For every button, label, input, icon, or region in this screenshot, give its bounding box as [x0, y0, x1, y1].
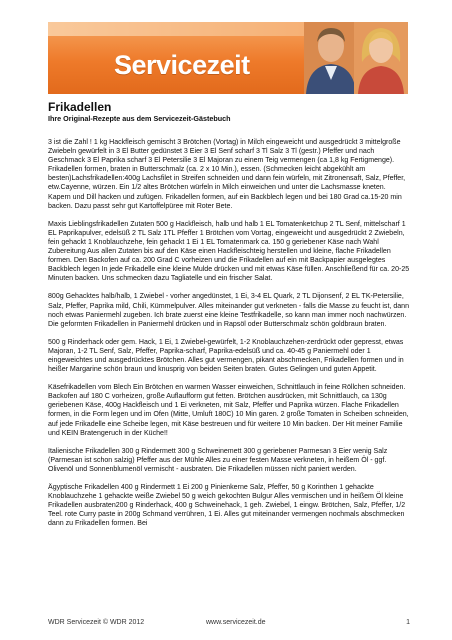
presenter-man-image: [304, 22, 358, 94]
recipe-text: [48, 138, 410, 528]
recipe-paragraph: 500 g Rinderhack oder gem. Hack, 1 Ei, 1 Zwiebel-gewürfelt, 1-2 Knoblauchzehen-zerdrückt oder gepresst, etwas Majoran, 1-2 TL Senf, Salz, Pfeffer, Paprika-scharf, Paprika-edelsüß und ca. 40-45 g Paniermehl oder 1 eingeweichtes und ausgedrücktes Brötchen. Alles gut vermengen, pikant abschmecken, Frikadellen formen und in heißer Margarine schön braun und knusprig von beiden Seiten braten. Gutes Gelingen und guten Appetit.: [48, 338, 404, 374]
recipe-paragraph: Italienische Frikadellen 300 g Rindermett 300 g Schweinemett 300 g geriebener Parmesan 3 Eier wenig Salz (Parmesan ist schon salzig) Pfeffer aus der Mühle Alles zu einer festen Masse verkneten, in heißem Öl - ggf. Olivenöl und Sonnenblumenöl vermischt - ausbraten. Die Frikadellen müssen nicht paniert werden.: [48, 447, 388, 473]
footer-page-number: 1: [406, 619, 410, 626]
footer-website: www.servicezeit.de: [206, 619, 266, 626]
recipe-paragraph: Maxis Lieblingsfrikadellen Zutaten 500 g Hackfleisch, halb und halb 1 EL Tomatenketchup 2 TL Senf, mittelscharf 1 EL Paprikapulver, edelsüß 2 TL Salz 1TL Pfeffer 1 Brötchen vom Vortag, eingeweicht und ausgedrückt 2 Zwiebeln, fein gehackt 1 Knoblauchzehe, fein gehackt 1 Ei 1 EL Tomatenmark ca. 150 g geriebener Käse nach Wahl Zubereitung Aus allen Zutaten bis auf den Käse einen Hackfleischteig herstellen und kleine, flache Frikadellen formen. Den Backofen auf ca. 200 Grad C vorheizen und die Frikadellen auf ein mit Backpapier ausgelegtes Backblech legen In jede Frikadelle eine kleine Mulde drücken und mit etwas Käse füllen. Anschließend für ca. 20-25 Minuten backen. Uns schmecken dazu Tagliatelle und ein frischer Salat.: [48, 220, 410, 283]
presenter-woman-image: [354, 22, 408, 94]
page-title: Frikadellen: [48, 100, 112, 114]
recipe-paragraph: Käsefrikadellen vom Blech Ein Brötchen en warmen Wasser einweichen, Schnittlauch in feine Röllchen schneiden. Backofen auf 180 C vorheizen, große Auflaufform gut fetten. Brötchen ausdrücken, mit Schnittlauch, ca 130g geriebenen Käse, 400g Hackfleisch und 1 Ei verkneten, mit Salz, Pfeffer und Paprika würzen. Flache Frikadellen formen, in die Form legen und im Ofen (Mitte, Umluft 180C) 10 Min garen. 2 große Tomaten in Scheiben schneiden, auf jede Frikadelle eine Scheibe legen, mit Käse bestreuen und für weitere 10 Min backen. Der Hit meiner Familie und KEIN Bratengeruch in der Küche!!: [48, 384, 409, 437]
recipe-paragraph: Ägyptische Frikadellen 400 g Rindermett 1 Ei 200 g Pinienkerne Salz, Pfeffer, 50 g Korinthen 1 gehackte Knoblauchzehe 1 gehackte weiße Zwiebel 50 g weich gekochten Bulgur Alles vermischen und in heißem Öl kleine Frikadellen ausbraten200 g Rinderhack, 400 g Schweinehack, 1 geh. Zwiebel, 1 eingw. Brötchen, Salz, Pfeffer, 1/2 Teel. rote Curry paste in 200g Schmand verrühren, 1 Ei. Alles gut miteinander vermengen nochmals abschmecken dann zu Frikadellen formen. Bei: [48, 484, 406, 528]
footer-copyright: WDR Servicezeit © WDR 2012: [48, 619, 145, 626]
page-subtitle: Ihre Original-Rezepte aus dem Servicezeit-Gästebuch: [48, 114, 231, 123]
recipe-paragraph: 3 ist die Zahl ! 1 kg Hackfleisch gemischt 3 Brötchen (Vortag) in Milch eingeweicht und ausgedrückt 3 mittelgroße Zwiebeln gewürfelt in 3 El Butter gedünstet 3 Eier 3 El Senf scharf 3 Tl Salz 3 Tl (gestr.) Pfeffer und nach Geschmack 3 El Paprika scharf 3 El Petersilie 3 El Majoran zu einem Teig vermengen (ca 1,8 kg Fertigmenge). Frikadellen formen, braten in Butterschmalz (ca. 2 x 10 Min.), essen. (Schmecken leicht abgekühlt am besten)Lachsfrikadellen:400g Lachsfilet in Streifen schneiden und dann fein würfeln, mit Zitronensaft, Salz, Pfeffer, etw.Cayenne, würzen. Ein 1/2 altes Brötchen würfeln in Milch einweichen und unter die Lachsmasse kneten. Kapern und Dill hacken und zufügen. Frikadellen formen, auf ein Backblech legen und bei 180 Grad ca.15-20 min backen. Dazu passt sehr gut Kartoffelpüree mit Roter Bete.: [48, 139, 406, 210]
recipe-paragraph: 800g Gehacktes halb/halb, 1 Zwiebel - vorher angedünstet, 1 Ei, 3-4 EL Quark, 2 TL Dijonsenf, 2 EL TK-Petersilie, Salz, Pfeffer, Paprika mild, Chili, Kümmelpulver. Alles miteinander gut verkneten - falls die Masse zu feucht ist, dann noch etwas Paniermehl zugeben. Ich brate zuerst eine kleine Testfrikadelle, so kann man immer noch nachwürzen. Die geformten Frikadellen in Paniermehl drücken und in Rapsöl oder Butterschmalz schön goldbraun braten.: [48, 293, 409, 328]
servicezeit-banner: [48, 22, 408, 94]
servicezeit-logo: Servicezeit: [114, 50, 250, 80]
